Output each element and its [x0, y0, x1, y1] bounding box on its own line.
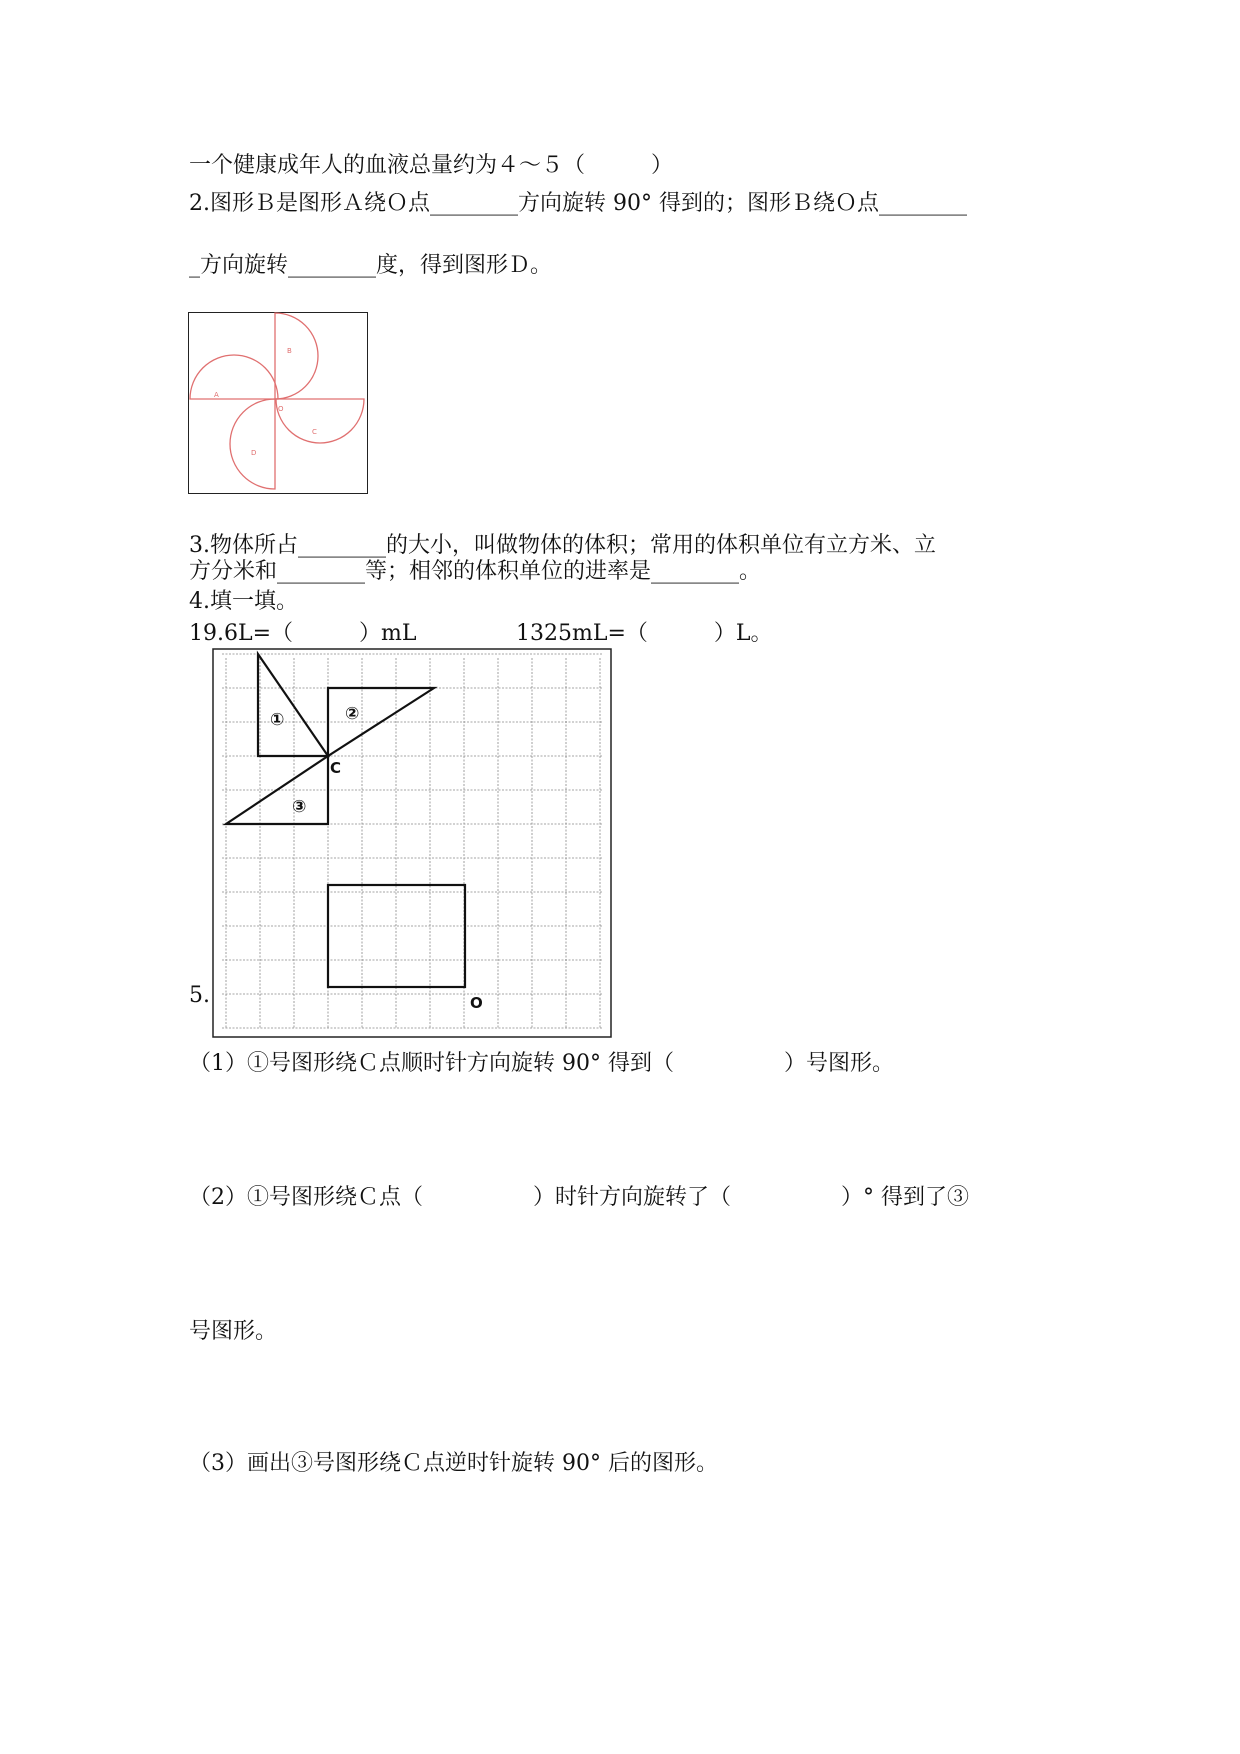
label-point-o: O — [470, 994, 483, 1012]
label-circle-3: ③ — [292, 797, 307, 817]
label-b: B — [287, 347, 292, 355]
label-o: O — [278, 405, 284, 413]
pinwheel-figure — [188, 312, 368, 498]
question-4-fill-right: 1325mL=（ ）L。 — [516, 621, 773, 646]
question-4-fill-left: 19.6L=（ ）mL — [189, 621, 417, 646]
question-5-number: 5. — [189, 983, 210, 1008]
question-3-line-1: 3.物体所占________的大小，叫做物体的体积；常用的体积单位有立方米、立 — [189, 533, 936, 558]
question-2-line-2: _方向旋转________度，得到图形Ｄ。 — [189, 253, 553, 278]
question-5-sub-2-line-2: 号图形。 — [189, 1319, 278, 1344]
label-d: D — [251, 449, 257, 457]
rotation-grid-figure — [212, 648, 612, 1042]
label-circle-1: ① — [270, 710, 285, 730]
question-3-line-2: 方分米和________等；相邻的体积单位的进率是________。 — [189, 559, 762, 584]
grid-outer-border — [213, 649, 611, 1037]
label-point-c: C — [330, 759, 342, 777]
label-circle-2: ② — [345, 704, 360, 724]
label-a: A — [214, 391, 219, 399]
question-4-title: 4.填一填。 — [189, 589, 298, 614]
question-5-sub-3: （3）画出③号图形绕Ｃ点逆时针旋转 90° 后的图形。 — [189, 1451, 718, 1476]
question-1-text: 一个健康成年人的血液总量约为４～５（ ） — [189, 153, 674, 178]
question-2-line-1: 2.图形Ｂ是图形Ａ绕Ｏ点________方向旋转 90° 得到的；图形Ｂ绕Ｏ点________ — [189, 191, 967, 216]
figure-border — [189, 313, 368, 494]
question-5-sub-2-line-1: （2）①号图形绕Ｃ点（ ）时针方向旋转了（ ）° 得到了③ — [189, 1185, 969, 1210]
label-c: C — [312, 428, 317, 436]
question-5-sub-1: （1）①号图形绕Ｃ点顺时针方向旋转 90° 得到（ ）号图形。 — [189, 1051, 894, 1076]
